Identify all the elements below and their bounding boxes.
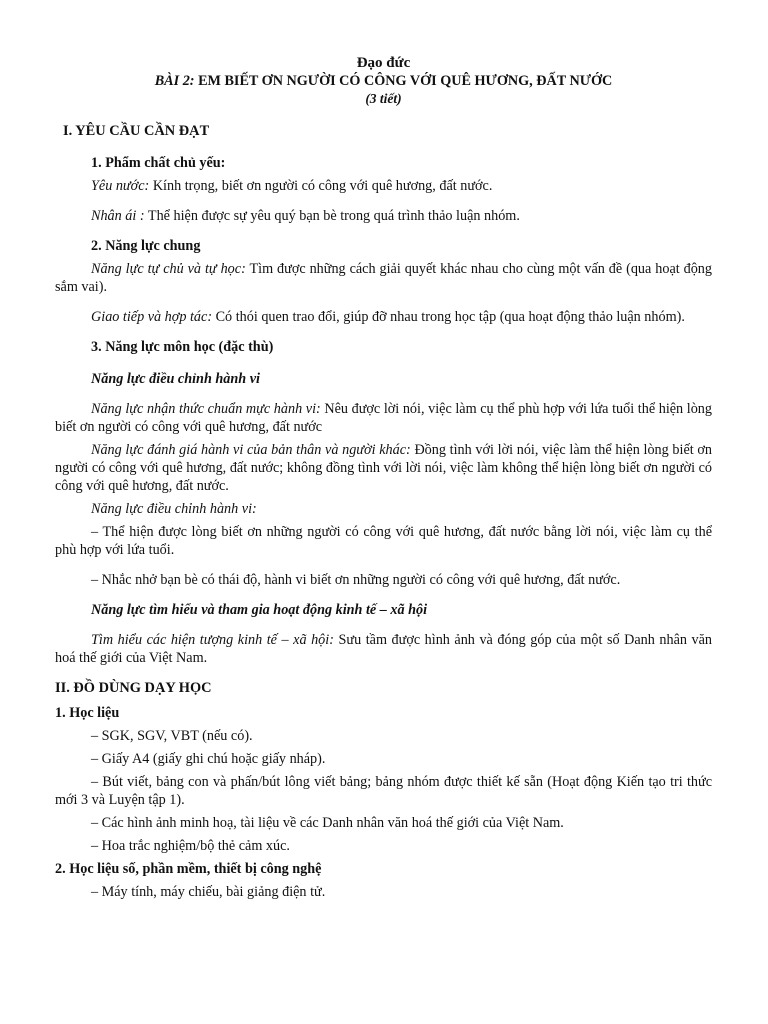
adjust-bullet: – Nhắc nhở bạn bè có thái độ, hành vi biết ơn những người có công với quê hương, đất nước. — [91, 572, 621, 588]
material-item: – Bút viết, bảng con và phấn/bút lông viết bảng; bảng nhóm được thiết kế sẵn (Hoạt động Kiến tạo tri thức mới 3 và Luyện tập 1). — [55, 774, 712, 808]
lesson-prefix: BÀI 2: — [154, 73, 195, 89]
lesson-title — [55, 72, 712, 90]
digital-item: – Máy tính, máy chiếu, bài giảng điện tử. — [91, 884, 326, 900]
section2-heading: II. ĐỒ DÙNG DẠY HỌC — [55, 680, 212, 696]
research-item: Tìm hiểu các hiện tượng kinh tế – xã hội: Sưu tầm được hình ảnh và đóng góp của một số Danh nhân văn hoá thế giới của Việt Nam. — [55, 632, 713, 666]
material-item: – SGK, SGV, VBT (nếu có). — [91, 728, 253, 744]
material-item: – Giấy A4 (giấy ghi chú hoặc giấy nháp). — [91, 751, 326, 767]
subject-competence-heading: 3. Năng lực môn học (đặc thù) — [91, 339, 274, 355]
adjust-bullet: – Thể hiện được lòng biết ơn những người có công với quê hương, đất nước bằng lời nói, việc làm cụ thể phù hợp với lứa tuổi. — [55, 524, 712, 558]
general-heading: 2. Năng lực chung — [91, 238, 201, 254]
behavior-heading: Năng lực điều chỉnh hành vi — [91, 371, 260, 387]
competence-item: Năng lực đánh giá hành vi của bản thân và người khác: Đồng tình với lời nói, việc làm thể hiện lòng biết ơn người có công với quê hương, đất nước; không đồng tình với lời nói, việc làm không thể hiện lòng biết ơn người có công với quê hương, đất nước. — [55, 442, 712, 494]
lesson-duration: (3 tiết) — [365, 91, 402, 106]
subject-title: Đạo đức — [356, 55, 411, 71]
quality-item: Nhân ái : Thể hiện được sự yêu quý bạn bè trong quá trình thảo luận nhóm. — [91, 208, 520, 224]
materials-heading: 1. Học liệu — [55, 705, 120, 721]
lesson-name: EM BIẾT ƠN NGƯỜI CÓ CÔNG VỚI QUÊ HƯƠNG, ĐẤT NƯỚC — [194, 73, 613, 89]
material-item: – Các hình ảnh minh hoạ, tài liệu về các Danh nhân văn hoá thế giới của Việt Nam. — [91, 815, 564, 831]
material-item: – Hoa trắc nghiệm/bộ thẻ cảm xúc. — [91, 838, 290, 854]
quality-item: Yêu nước: Kính trọng, biết ơn người có công với quê hương, đất nước. — [91, 178, 493, 194]
general-item: Giao tiếp và hợp tác: Có thói quen trao đổi, giúp đỡ nhau trong học tập (qua hoạt động thảo luận nhóm). — [91, 309, 685, 325]
digital-heading: 2. Học liệu số, phần mềm, thiết bị công nghệ — [55, 861, 322, 877]
competence-item: Năng lực nhận thức chuẩn mực hành vi: Nêu được lời nói, việc làm cụ thể phù hợp với lứa tuổi thể hiện lòng biết ơn người có công với quê hương, đất nước — [55, 401, 712, 435]
section1-heading: I. YÊU CẦU CẦN ĐẠT — [63, 123, 210, 139]
qualities-heading: 1. Phẩm chất chủ yếu: — [91, 155, 226, 171]
competence-item: Năng lực điều chỉnh hành vi: — [91, 501, 257, 517]
general-item: Năng lực tự chủ và tự học: Tìm được những cách giải quyết khác nhau cho cùng một vấn đề (qua hoạt động sắm vai). — [55, 261, 712, 295]
research-heading: Năng lực tìm hiểu và tham gia hoạt động kinh tế – xã hội — [91, 602, 428, 618]
